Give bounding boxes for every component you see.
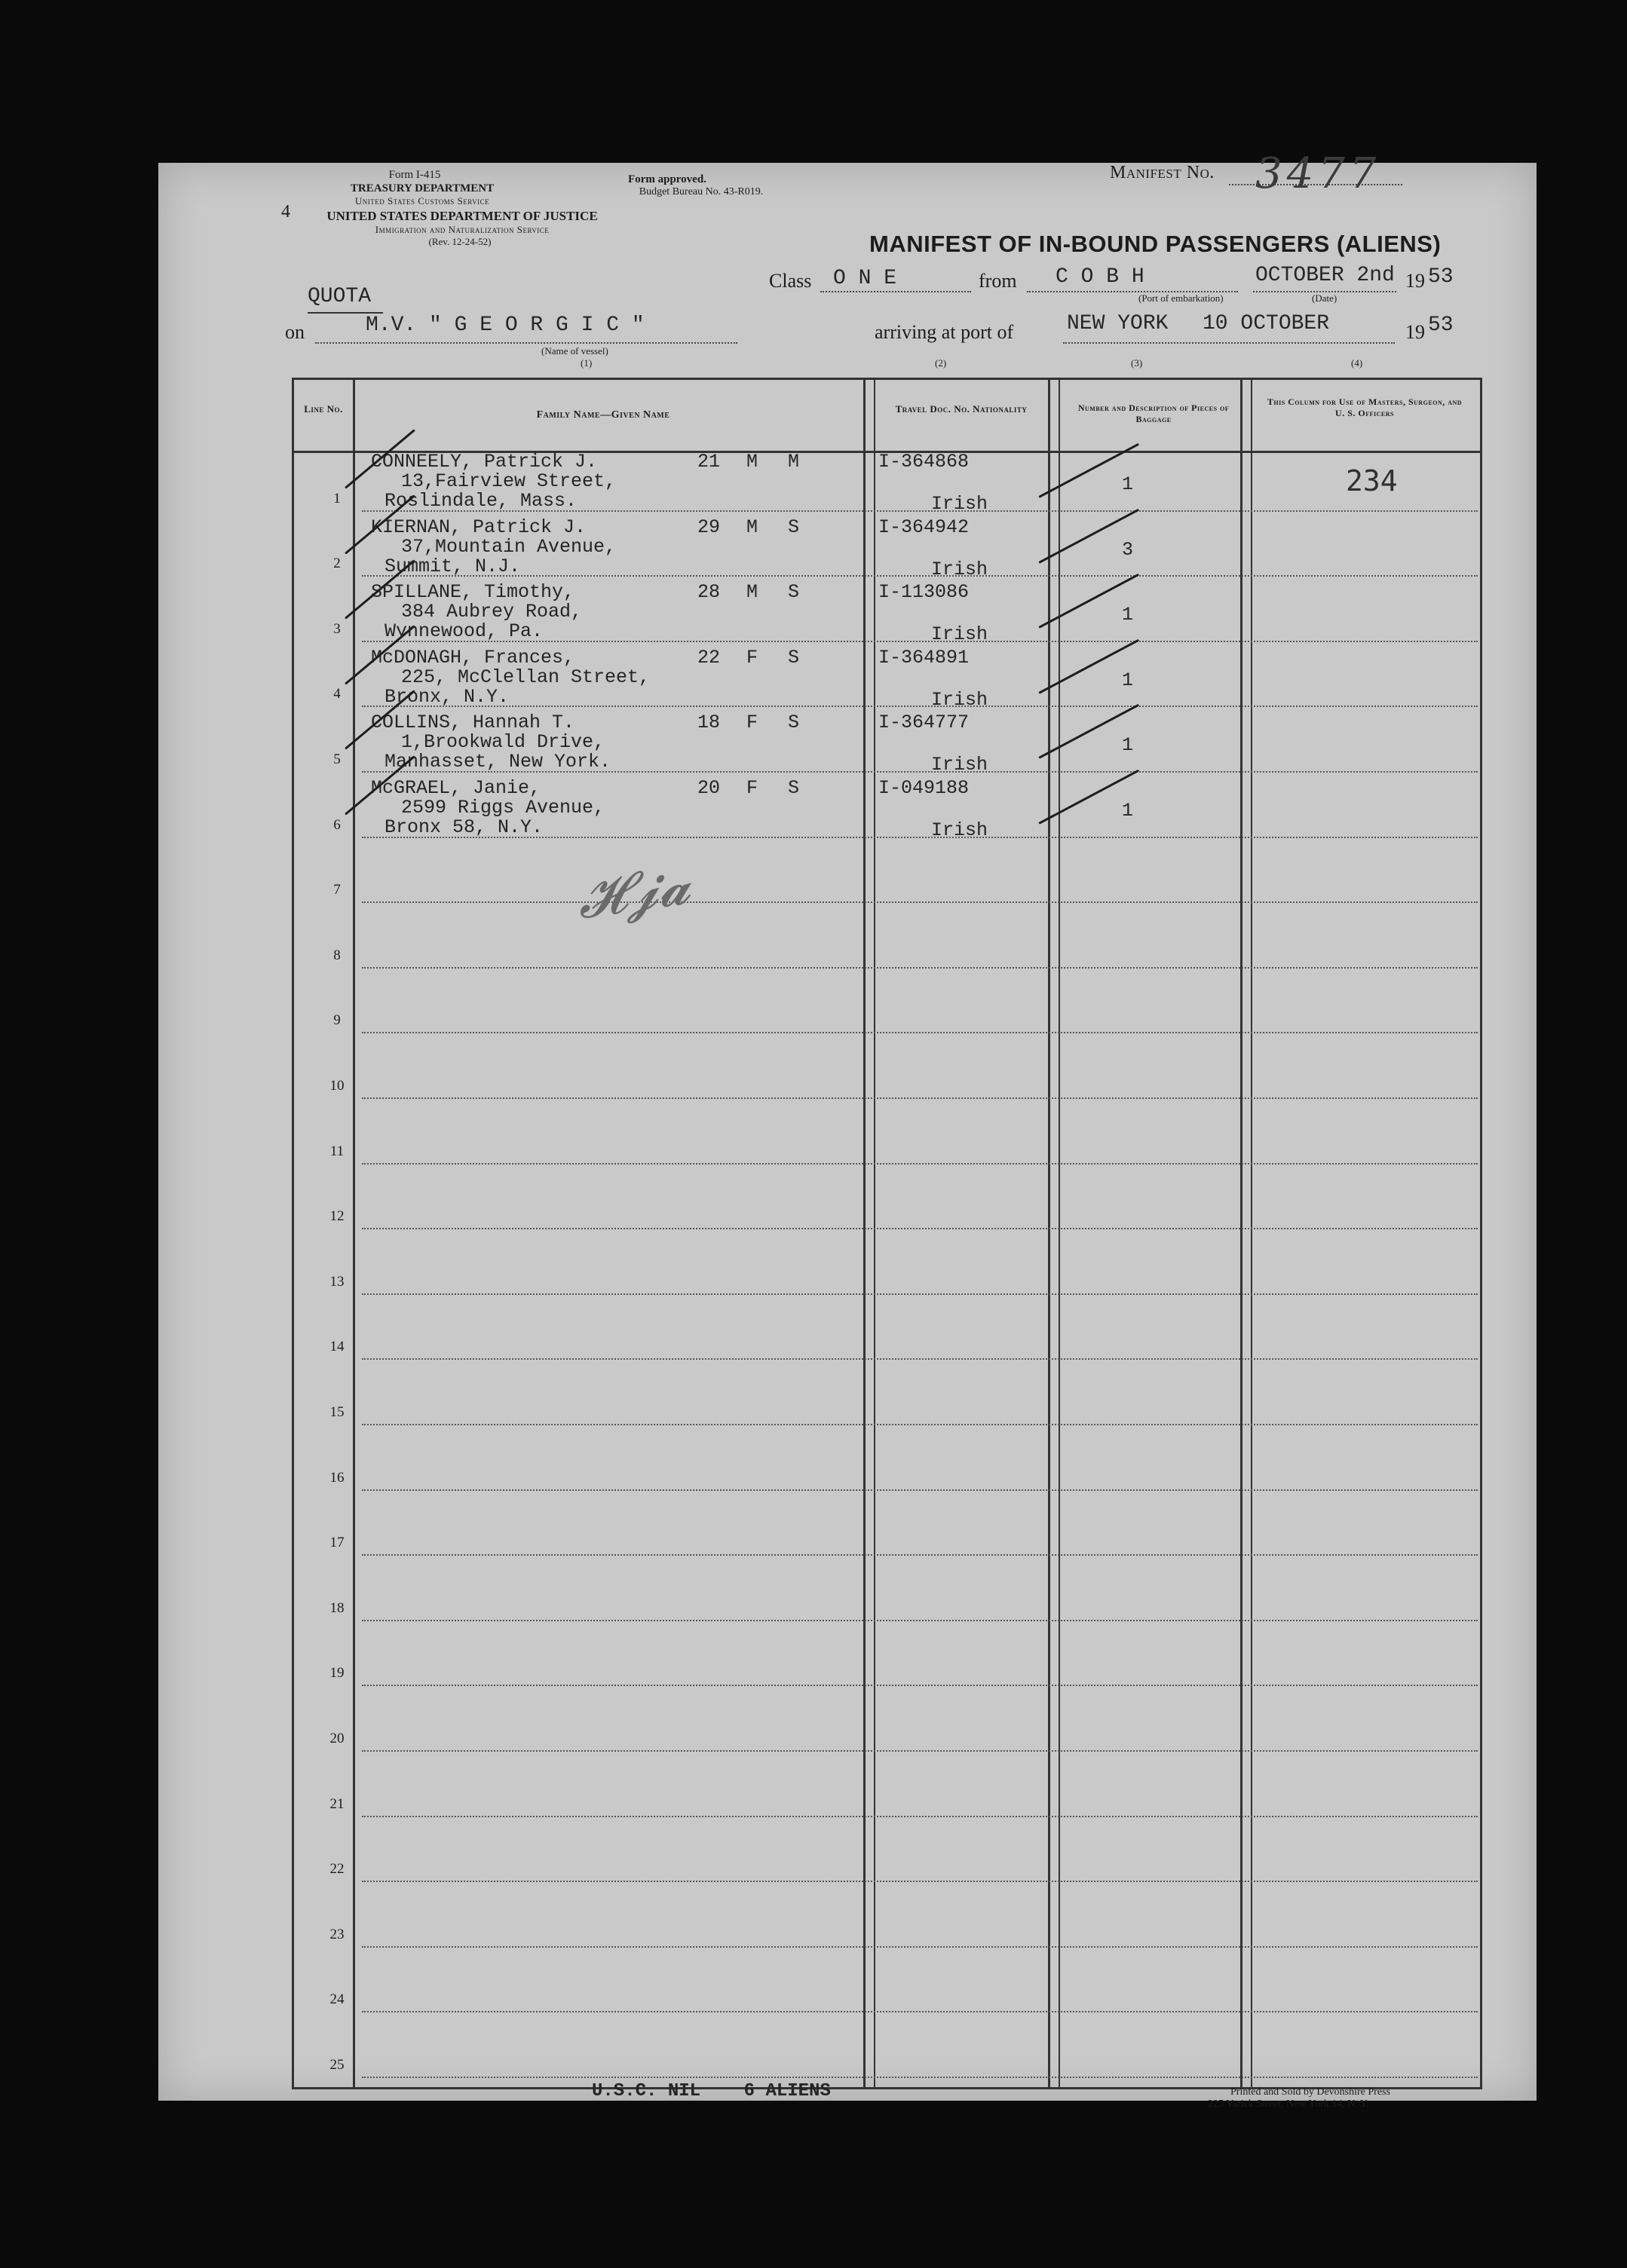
passenger-sex: M	[746, 451, 758, 473]
passenger-age: 18	[697, 712, 721, 734]
passenger-marital-status: S	[788, 646, 800, 669]
line-number: 24	[329, 1991, 345, 2008]
class-line	[820, 291, 971, 292]
passenger-name: KIERNAN, Patrick J.	[371, 516, 587, 538]
column-3-marker: (3)	[1131, 357, 1143, 369]
passenger-nationality: Irish	[931, 819, 988, 841]
line-number: 3	[333, 620, 341, 637]
line-number: 12	[329, 1208, 345, 1225]
line-number: 5	[333, 751, 341, 767]
row-separator	[362, 1032, 1478, 1033]
manifest-title: MANIFEST OF IN-BOUND PASSENGERS (ALIENS)	[869, 231, 1442, 257]
arrival-year: 53	[1428, 314, 1454, 337]
form-revision: (Rev. 12-24-52)	[428, 236, 492, 247]
row-separator	[362, 1685, 1478, 1686]
immigration-service: Immigration and Naturalization Service	[375, 224, 550, 235]
line-number: 17	[329, 1535, 345, 1551]
row-separator	[362, 1097, 1478, 1099]
line-number: 8	[333, 947, 341, 963]
arriving-label: arriving at port of	[875, 321, 1014, 343]
row-separator	[362, 705, 1478, 707]
passenger-name: McDONAGH, Frances,	[371, 646, 575, 669]
baggage-count: 1	[1122, 800, 1134, 822]
line-number: 21	[329, 1795, 345, 1812]
row-separator	[362, 1163, 1478, 1165]
line-number: 6	[333, 816, 341, 833]
passenger-nationality: Irish	[931, 623, 988, 646]
departure-year: 53	[1428, 265, 1454, 289]
passenger-address-1: 37,Mountain Avenue,	[401, 535, 617, 558]
passenger-age: 20	[697, 777, 721, 799]
line-number: 15	[329, 1404, 345, 1420]
line-number: 23	[329, 1926, 345, 1942]
officer-number: 234	[1346, 464, 1398, 497]
line-number: 25	[329, 2057, 345, 2073]
passenger-sex: F	[746, 777, 758, 799]
row-separator	[362, 1620, 1478, 1621]
header-officers: This Column for Use of Masters, Surgeon, and U. S. Officers	[1267, 396, 1463, 418]
baggage-count: 1	[1122, 604, 1134, 626]
passenger-nationality: Irish	[931, 754, 988, 776]
form-number: Form I-415	[388, 169, 441, 181]
passenger-sex: M	[746, 581, 758, 604]
departure-date: OCTOBER 2nd	[1255, 264, 1395, 287]
column-2-marker: (2)	[935, 357, 947, 369]
line-number: 18	[329, 1599, 345, 1616]
passenger-sex: M	[746, 516, 758, 538]
travel-doc-number: I-113086	[878, 581, 970, 604]
col-divider-name-inner	[874, 380, 875, 2087]
manifest-no-label: Manifest No.	[1110, 163, 1215, 182]
travel-doc-number: I-049188	[878, 777, 970, 799]
printer-line-2: 225 Varick Street, New York 14, N. Y.	[1208, 2098, 1369, 2110]
row-separator	[362, 1489, 1478, 1491]
row-separator	[362, 1816, 1478, 1817]
col-divider-baggage	[1240, 380, 1242, 2087]
passenger-age: 29	[697, 516, 721, 538]
line-number: 13	[329, 1273, 345, 1290]
row-separator	[362, 575, 1478, 577]
arrival-year-prefix: 19	[1405, 321, 1425, 343]
passenger-nationality: Irish	[931, 493, 988, 515]
form-approved: Form approved.	[628, 173, 706, 185]
vessel-line	[315, 342, 737, 344]
line-number: 16	[329, 1469, 345, 1486]
row-separator	[362, 1424, 1478, 1425]
row-separator	[362, 1881, 1478, 1882]
col-divider-doc-inner	[1059, 380, 1060, 2087]
col-divider-name	[863, 380, 866, 2087]
date-caption: (Date)	[1312, 292, 1337, 304]
line-number: 7	[333, 882, 341, 898]
passenger-marital-status: S	[788, 712, 800, 734]
passenger-name: COLLINS, Hannah T.	[371, 712, 575, 734]
line-number: 20	[329, 1731, 345, 1746]
header-travel-doc: Travel Doc. No. Nationality	[895, 403, 1028, 415]
travel-doc-number: I-364777	[878, 712, 970, 734]
row-separator	[362, 1358, 1478, 1360]
class-label: Class	[769, 270, 812, 292]
manifest-no-value: 3477	[1255, 149, 1381, 198]
col-divider-lineno	[353, 380, 355, 2087]
passenger-nationality: Irish	[931, 558, 988, 580]
row-separator	[362, 1554, 1478, 1556]
col-divider-doc	[1048, 380, 1050, 2087]
header-line-no: Line No.	[304, 403, 343, 415]
passenger-address-2: Bronx 58, N.Y.	[385, 816, 544, 838]
port-of-embarkation: C O B H	[1056, 265, 1144, 289]
summary-line: U.S.C. NIL 6 ALIENS	[592, 2081, 831, 2101]
passenger-address-2: Roslindale, Mass.	[385, 490, 578, 512]
baggage-count: 1	[1122, 473, 1134, 495]
passenger-address-2: Wynnewood, Pa.	[385, 620, 544, 643]
from-label: from	[979, 270, 1017, 292]
travel-doc-number: I-364868	[878, 451, 970, 473]
row-separator	[362, 1293, 1478, 1295]
travel-doc-number: I-364942	[878, 516, 970, 538]
page-mark: 4	[281, 202, 290, 222]
passenger-age: 28	[697, 581, 721, 604]
column-1-marker: (1)	[581, 357, 593, 369]
passenger-marital-status: S	[788, 581, 800, 604]
class-value: O N E	[833, 267, 897, 290]
row-separator	[362, 967, 1478, 969]
row-separator	[362, 2011, 1478, 2012]
travel-doc-number: I-364891	[878, 646, 970, 669]
header-name: Family Name—Given Name	[536, 409, 670, 421]
passenger-age: 22	[697, 646, 721, 669]
line-number: 9	[333, 1012, 341, 1029]
passenger-sex: F	[746, 646, 758, 669]
manifest-sheet	[158, 149, 1537, 2110]
pencil-scribble: 𝓗𝓳𝓪	[572, 852, 694, 932]
passenger-address-2: Summit, N.J.	[385, 555, 521, 577]
row-separator	[362, 901, 1478, 903]
treasury-department: TREASURY DEPARTMENT	[350, 182, 495, 194]
passenger-address-2: Bronx, N.Y.	[385, 685, 510, 708]
passenger-nationality: Irish	[931, 688, 988, 711]
passenger-sex: F	[746, 712, 758, 734]
row-separator	[362, 1946, 1478, 1948]
budget-bureau: Budget Bureau No. 43-R019.	[639, 186, 764, 197]
passenger-address-1: 2599 Riggs Avenue,	[401, 797, 605, 819]
line-number: 1	[333, 490, 341, 507]
passenger-marital-status: S	[788, 777, 800, 799]
line-number: 22	[329, 1861, 345, 1878]
passenger-address-1: 384 Aubrey Road,	[401, 601, 583, 623]
passenger-age: 21	[697, 451, 721, 473]
passenger-address-1: 13,Fairview Street,	[401, 470, 617, 492]
line-number: 4	[333, 686, 341, 702]
passenger-marital-status: S	[788, 516, 800, 538]
line-number: 10	[329, 1078, 345, 1094]
line-number: 11	[329, 1143, 345, 1159]
vessel-caption: (Name of vessel)	[541, 345, 608, 357]
port-embark-caption: (Port of embarkation)	[1138, 292, 1224, 304]
passenger-address-1: 1,Brookwald Drive,	[401, 731, 605, 754]
baggage-count: 3	[1122, 538, 1134, 561]
on-label: on	[285, 321, 305, 343]
column-4-marker: (4)	[1351, 357, 1363, 369]
printer-line-1: Printed and Sold by Devonshire Press	[1230, 2086, 1390, 2098]
baggage-count: 1	[1122, 734, 1134, 757]
arrival-port: NEW YORK	[1067, 312, 1169, 335]
passenger-name: CONNEELY, Patrick J.	[371, 451, 598, 473]
department-of-justice: UNITED STATES DEPARTMENT OF JUSTICE	[326, 209, 598, 223]
arrival-date: 10 OCTOBER	[1203, 312, 1330, 335]
customs-service: United States Customs Service	[354, 195, 490, 207]
row-separator	[362, 1750, 1478, 1752]
vessel-name: M.V. " G E O R G I C "	[366, 314, 645, 337]
arrival-line	[1063, 342, 1395, 344]
baggage-count: 1	[1122, 669, 1134, 691]
passenger-address-1: 225, McClellan Street,	[401, 666, 651, 688]
passenger-name: McGRAEL, Janie,	[371, 777, 541, 799]
passenger-marital-status: M	[788, 451, 800, 473]
line-number: 2	[333, 556, 341, 572]
line-number: 19	[329, 1665, 345, 1682]
passenger-address-2: Manhasset, New York.	[385, 751, 611, 773]
col-divider-baggage-inner	[1251, 380, 1252, 2087]
row-separator	[362, 1228, 1478, 1229]
row-separator	[362, 2077, 1478, 2078]
line-number: 14	[329, 1339, 345, 1355]
quota-stamp: QUOTA	[308, 285, 372, 308]
header-baggage: Number and Description of Pieces of Baggage	[1077, 402, 1230, 424]
year-prefix: 19	[1405, 270, 1425, 292]
passenger-name: SPILLANE, Timothy,	[371, 581, 575, 604]
